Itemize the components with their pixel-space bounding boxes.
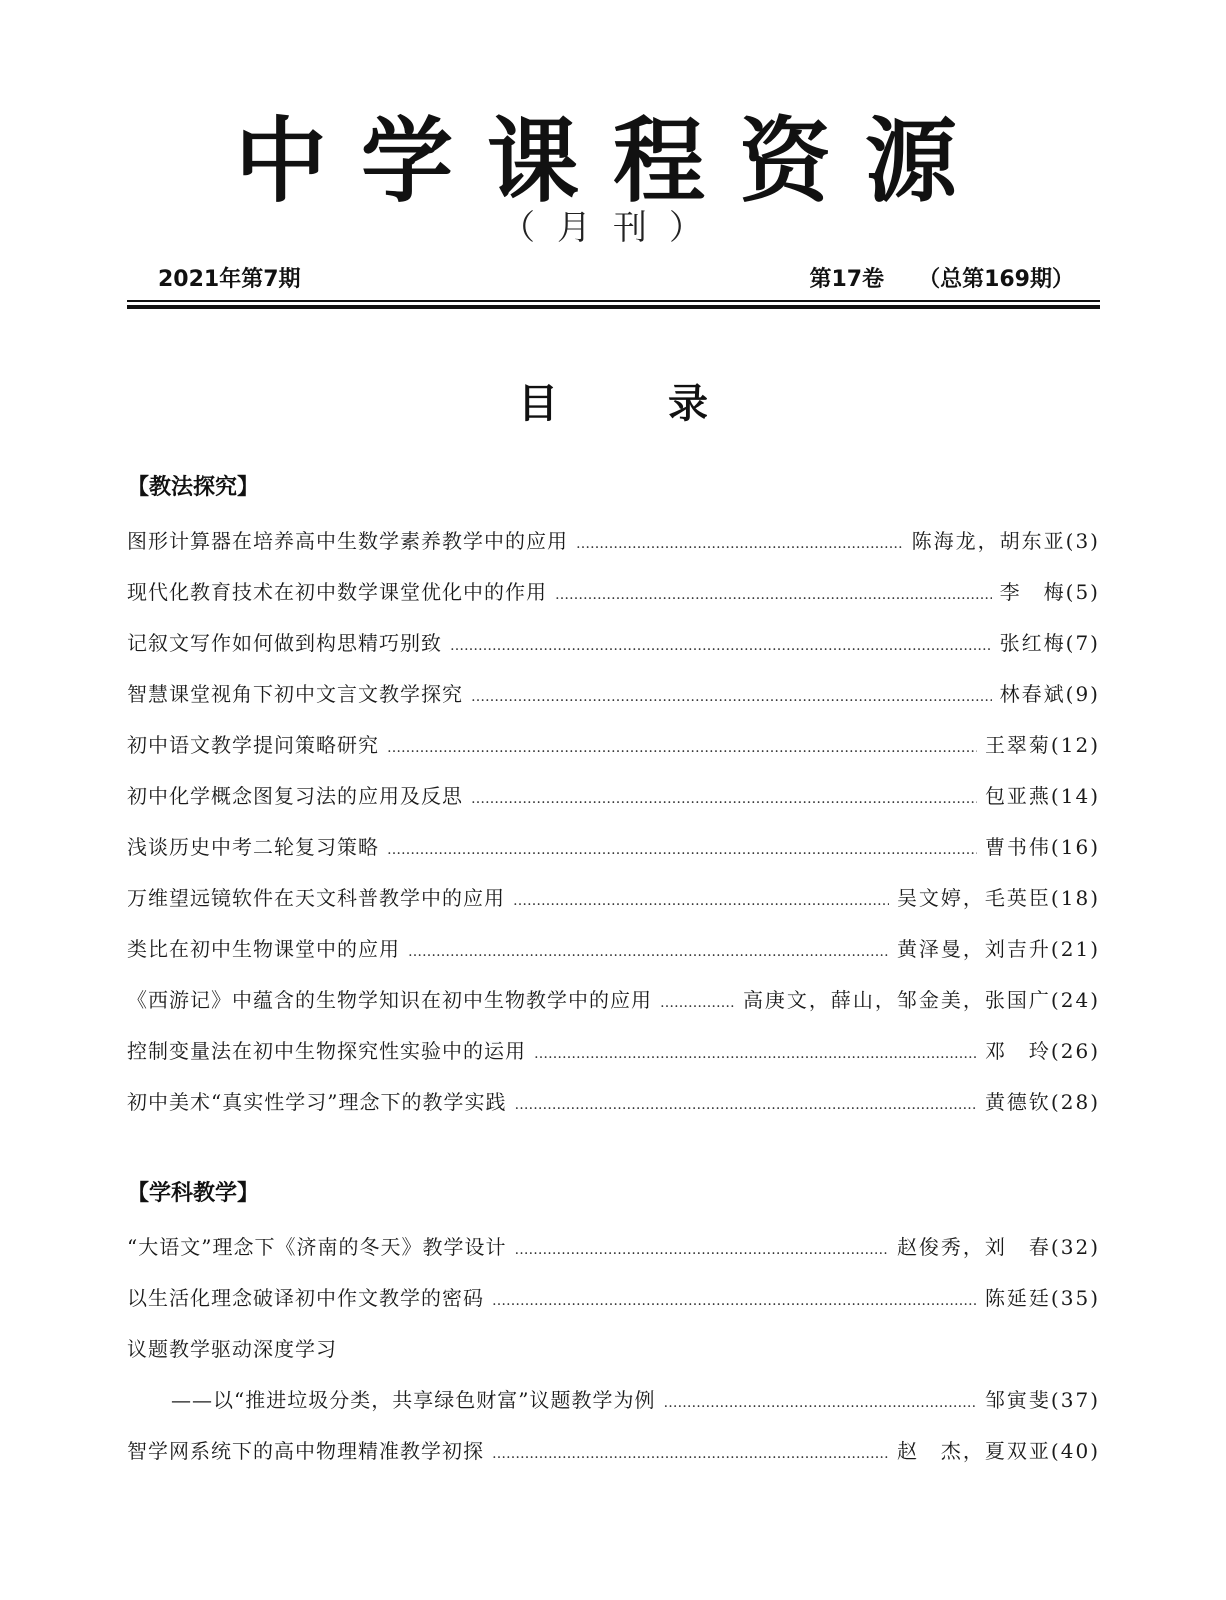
entry-author-page: 邹寅斐(37) xyxy=(984,1388,1100,1412)
toc-entry[interactable] xyxy=(127,924,1100,975)
entry-author-page: 高庚文，薛山，邹金美，张国广(24) xyxy=(742,988,1100,1012)
toc-entry[interactable] xyxy=(127,669,1100,720)
entry-author-page: 赵俊秀，刘 春(32) xyxy=(896,1235,1100,1259)
entry-title: 以生活化理念破译初中作文教学的密码 xyxy=(127,1286,484,1310)
leader-dots xyxy=(408,924,889,975)
leader-dots xyxy=(492,1426,889,1477)
toc-entry[interactable] xyxy=(127,975,1100,1026)
entry-author-page: 陈海龙，胡东亚(3) xyxy=(911,529,1100,553)
toc-entry[interactable] xyxy=(127,1026,1100,1077)
leader-dots xyxy=(450,618,992,669)
leader-dots xyxy=(471,771,977,822)
entry-title: 类比在初中生物课堂中的应用 xyxy=(127,937,400,961)
entry-author-page: 吴文婷，毛英臣(18) xyxy=(896,886,1100,910)
entry-title: 议题教学驱动深度学习 xyxy=(127,1337,337,1361)
toc-entry-subtitle[interactable] xyxy=(127,1375,1100,1426)
entry-title: 记叙文写作如何做到构思精巧别致 xyxy=(127,631,442,655)
leader-dots xyxy=(514,1222,888,1273)
entry-author-page: 曹书伟(16) xyxy=(984,835,1100,859)
entry-author-page: 张红梅(7) xyxy=(999,631,1100,655)
issue-volume-info xyxy=(809,262,1074,293)
volume-number: 第17卷 xyxy=(809,267,885,292)
leader-dots xyxy=(387,720,977,771)
entry-author-page: 陈延廷(35) xyxy=(984,1286,1100,1310)
section-heading: 【学科教学】 xyxy=(127,1181,260,1206)
toc-entry[interactable] xyxy=(127,1324,1100,1375)
toc-entry[interactable] xyxy=(127,873,1100,924)
entry-title: 图形计算器在培养高中生数学素养教学中的应用 xyxy=(127,529,568,553)
toc-entry[interactable] xyxy=(127,771,1100,822)
leader-dots xyxy=(514,1077,976,1128)
toc-entry[interactable] xyxy=(127,720,1100,771)
entry-title: 初中化学概念图复习法的应用及反思 xyxy=(127,784,463,808)
toc-entry[interactable] xyxy=(127,1222,1100,1273)
entry-author-page: 林春斌(9) xyxy=(999,682,1100,706)
leader-dots xyxy=(471,669,992,720)
leader-dots xyxy=(555,567,992,618)
leader-dots xyxy=(492,1273,977,1324)
header-rule-thick xyxy=(127,305,1100,309)
toc-entry[interactable] xyxy=(127,822,1100,873)
entry-title: 初中美术“真实性学习”理念下的教学实践 xyxy=(127,1090,507,1114)
toc-title: 目录 xyxy=(518,381,818,427)
entry-title: 智学网系统下的高中物理精准教学初探 xyxy=(127,1439,484,1463)
entry-title: 《西游记》中蕴含的生物学知识在初中生物教学中的应用 xyxy=(127,988,652,1012)
issue-number: 2021年第7期 xyxy=(158,267,301,292)
entry-title: 智慧课堂视角下初中文言文教学探究 xyxy=(127,682,463,706)
toc-entry[interactable] xyxy=(127,567,1100,618)
leader-dots xyxy=(534,1026,977,1077)
toc-entry[interactable] xyxy=(127,516,1100,567)
entry-author-page: 黄德钦(28) xyxy=(984,1090,1100,1114)
toc-section-teaching-methods xyxy=(127,468,1100,1128)
section-heading: 【教法探究】 xyxy=(127,475,260,500)
entry-title: “大语文”理念下《济南的冬天》教学设计 xyxy=(127,1235,507,1259)
entry-author-page: 包亚燕(14) xyxy=(984,784,1100,808)
toc-entry[interactable] xyxy=(127,618,1100,669)
total-issue-number: （总第169期） xyxy=(918,267,1074,292)
header-rule-thin xyxy=(127,300,1100,302)
entry-title: 初中语文教学提问策略研究 xyxy=(127,733,379,757)
toc-section-subject-teaching xyxy=(127,1174,1100,1477)
entry-author-page: 邓 玲(26) xyxy=(984,1039,1100,1063)
leader-dots xyxy=(513,873,889,924)
leader-dots xyxy=(387,822,977,873)
toc-entry[interactable] xyxy=(127,1273,1100,1324)
leader-dots xyxy=(660,975,735,1026)
journal-subtitle: （月刊） xyxy=(501,208,725,248)
entry-title: 浅谈历史中考二轮复习策略 xyxy=(127,835,379,859)
entry-title: ——以“推进垃圾分类，共享绿色财富”议题教学为例 xyxy=(171,1388,656,1412)
entry-title: 控制变量法在初中生物探究性实验中的运用 xyxy=(127,1039,526,1063)
journal-masthead: 中学课程资源 xyxy=(234,107,991,215)
entry-author-page: 李 梅(5) xyxy=(999,580,1100,604)
entry-title: 现代化教育技术在初中数学课堂优化中的作用 xyxy=(127,580,547,604)
leader-dots xyxy=(576,516,904,567)
entry-author-page: 黄泽曼，刘吉升(21) xyxy=(896,937,1100,961)
entry-title: 万维望远镜软件在天文科普教学中的应用 xyxy=(127,886,505,910)
leader-dots xyxy=(663,1375,976,1426)
toc-entry[interactable] xyxy=(127,1426,1100,1477)
entry-author-page: 赵 杰，夏双亚(40) xyxy=(896,1439,1100,1463)
toc-entry[interactable] xyxy=(127,1077,1100,1128)
entry-author-page: 王翠菊(12) xyxy=(984,733,1100,757)
